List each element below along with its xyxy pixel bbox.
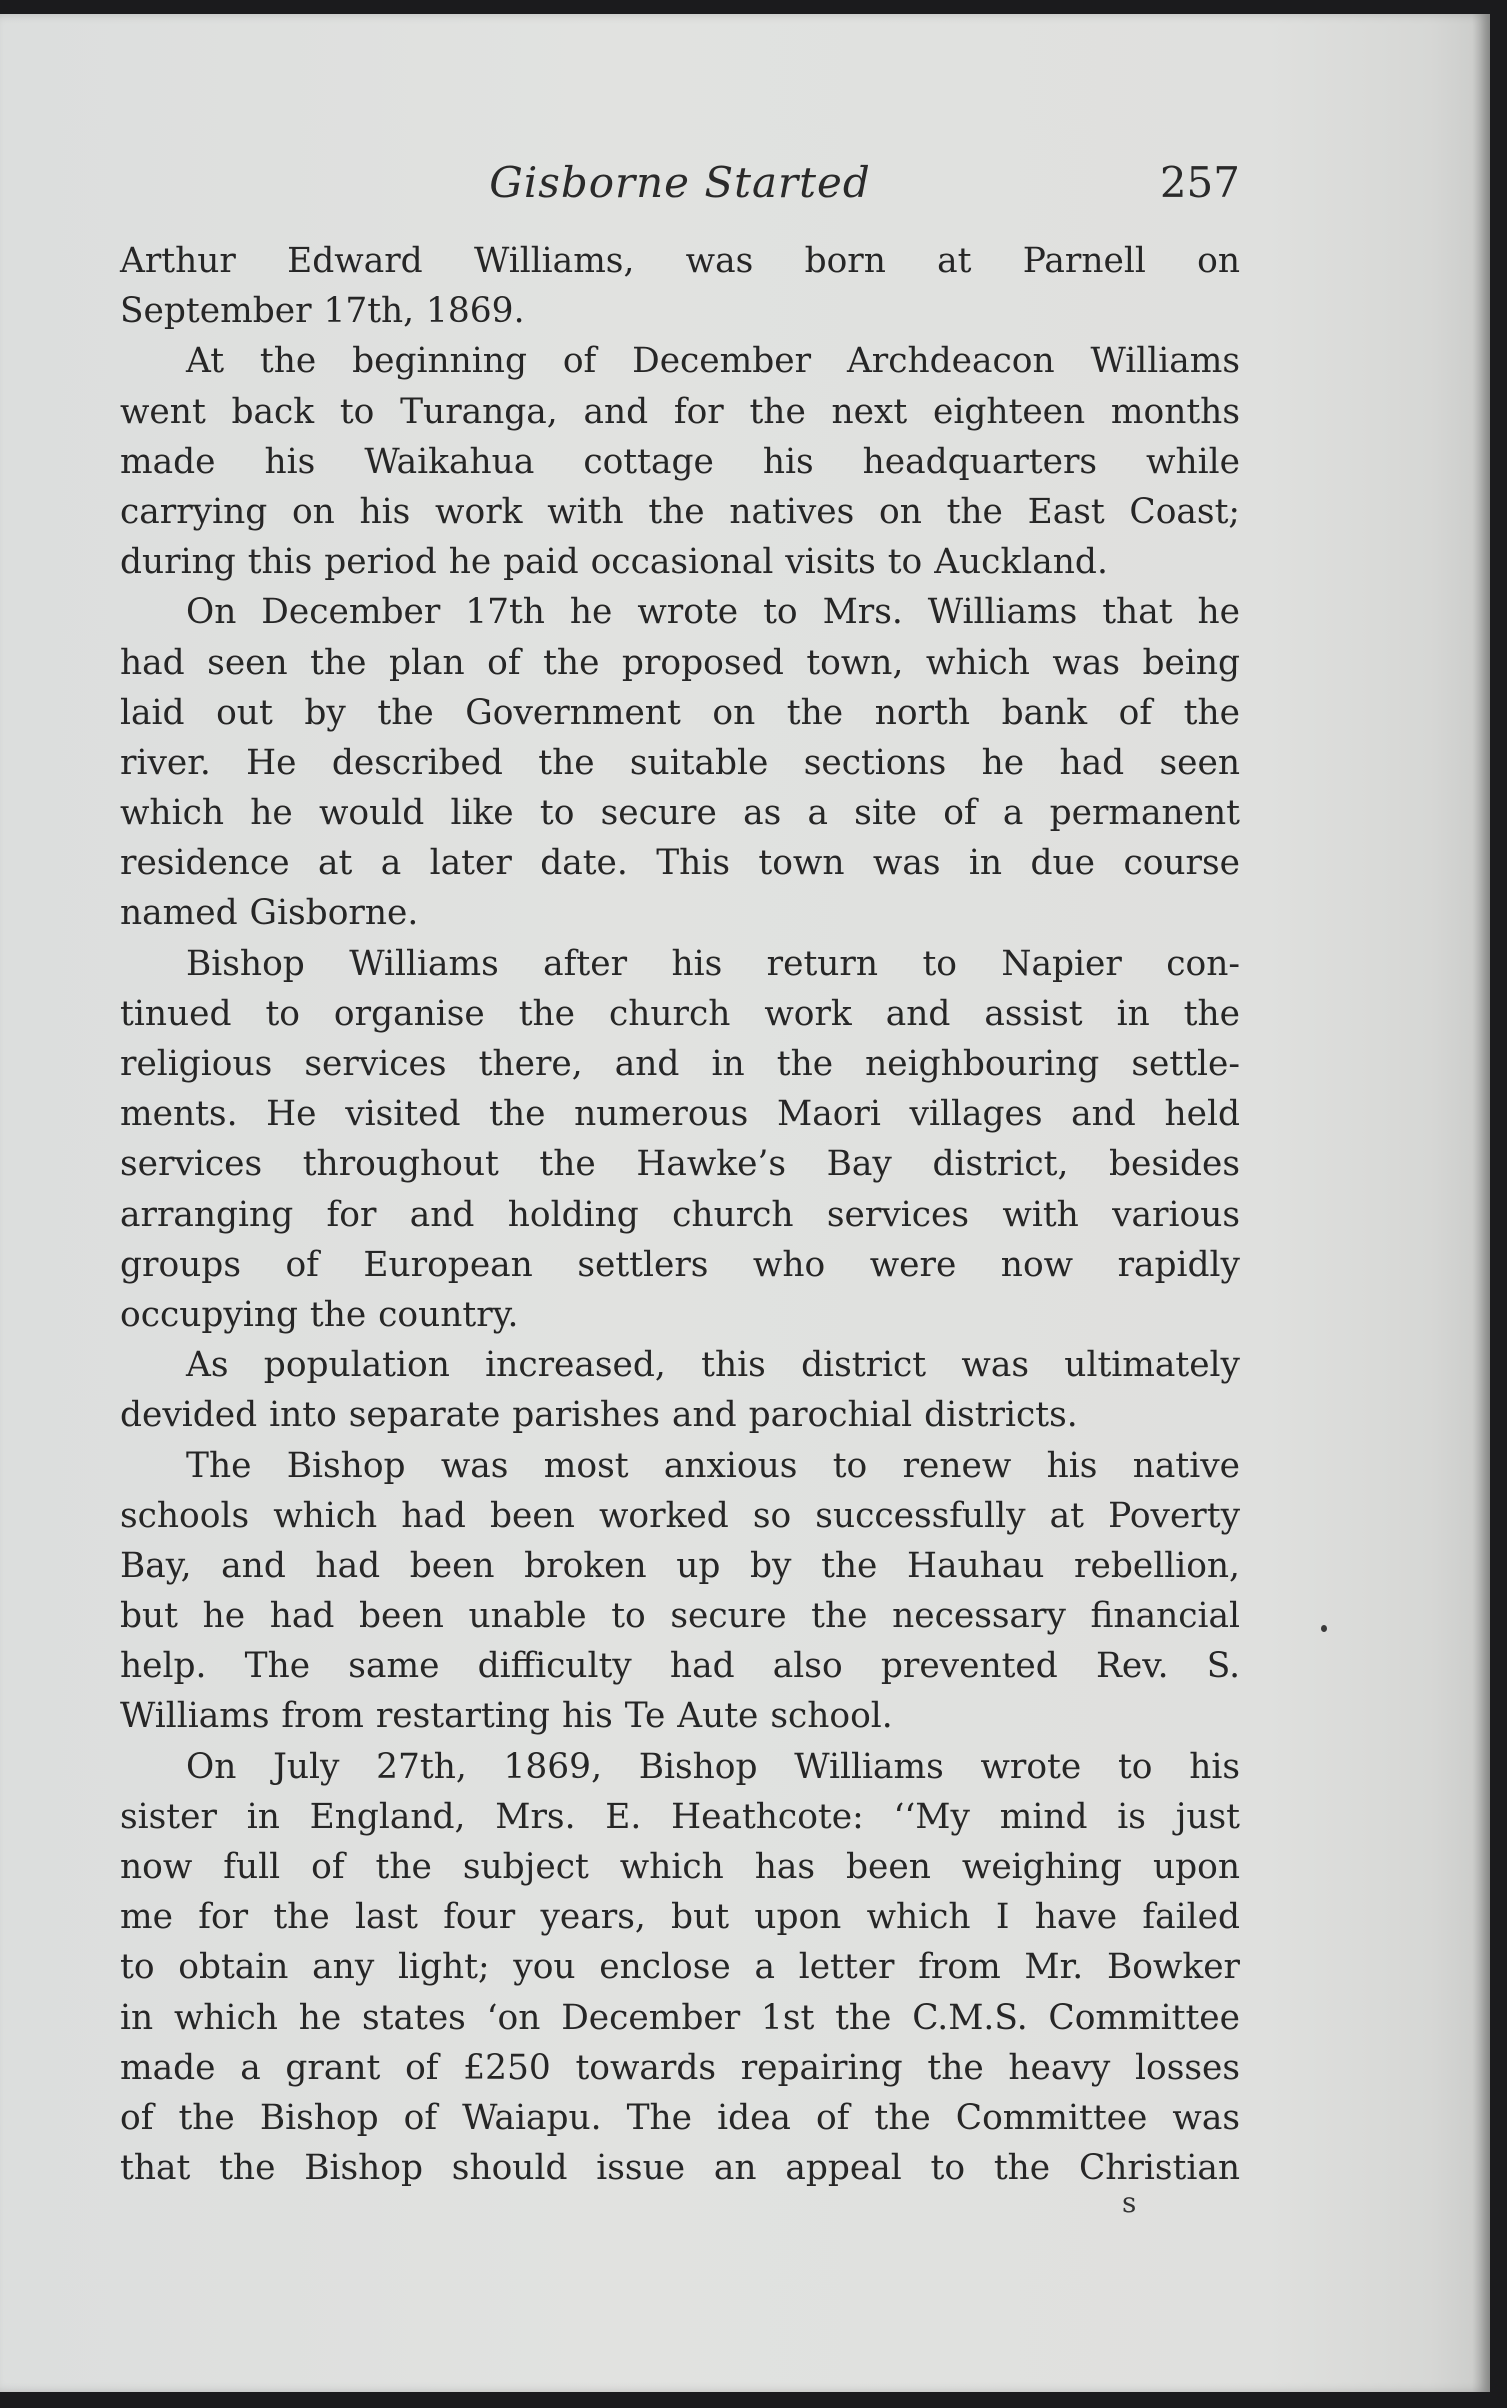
text-line: Bishop Williams after his return to Napier con- — [186, 943, 1240, 984]
text-line: of the Bishop of Waiapu. The idea of the Committee was — [120, 2097, 1240, 2138]
text-line: help. The same difficulty had also prevented Rev. S. — [120, 1646, 1240, 1687]
text-line: laid out by the Government on the north bank of the — [120, 692, 1240, 733]
text-line: religious services there, and in the neighbouring settle- — [120, 1044, 1240, 1084]
text-line: September 17th, 1869. — [120, 291, 525, 332]
text-line: river. He described the suitable sections he had seen — [120, 742, 1240, 783]
text-line: On July 27th, 1869, Bishop Williams wrote to his — [186, 1746, 1240, 1787]
text-line: now full of the subject which has been weighing upon — [120, 1847, 1240, 1887]
text-line: carrying on his work with the natives on the East Coast; — [120, 491, 1240, 532]
text-line: residence at a later date. This town was in due course — [120, 843, 1240, 884]
page-number: 257 — [1159, 158, 1240, 207]
text-line: occupying the country. — [120, 1294, 519, 1335]
text-line: had seen the plan of the proposed town, which was being — [120, 642, 1240, 683]
text-line: At the beginning of December Archdeacon Williams — [186, 341, 1240, 382]
text-line: went back to Turanga, and for the next eighteen months — [120, 391, 1240, 432]
text-line: ments. He visited the numerous Maori villages and held — [120, 1094, 1240, 1135]
text-line: which he would like to secure as a site of a permanent — [120, 793, 1240, 834]
text-line: As population increased, this district was ultimately — [186, 1345, 1240, 1386]
text-line: Bay, and had been broken up by the Hauhau rebellion, — [120, 1545, 1240, 1586]
text-line: tinued to organise the church work and assist in the — [120, 993, 1240, 1034]
running-head — [120, 150, 1240, 220]
text-line: made his Waikahua cottage his headquarters while — [120, 441, 1240, 482]
text-line: groups of European settlers who were now rapidly — [120, 1244, 1240, 1285]
text-line: that the Bishop should issue an appeal to the Christian — [120, 2148, 1240, 2189]
text-line: arranging for and holding church services with various — [120, 1194, 1240, 1235]
text-line: devided into separate parishes and parochial districts. — [120, 1395, 1078, 1436]
page-edge-shadow — [1472, 14, 1490, 2392]
text-line: sister in England, Mrs. E. Heathcote: ‘‘My mind is just — [120, 1796, 1240, 1837]
text-line: services throughout the Hawke’s Bay district, besides — [120, 1144, 1240, 1185]
text-line: to obtain any light; you enclose a letter from Mr. Bowker — [120, 1947, 1240, 1988]
text-line: Williams from restarting his Te Aute school. — [120, 1696, 893, 1737]
text-line: made a grant of £250 towards repairing the heavy losses — [120, 2047, 1240, 2088]
text-line: but he had been unable to secure the necessary financial — [120, 1596, 1240, 1637]
text-line: schools which had been worked so successfully at Poverty — [120, 1495, 1240, 1536]
signature-mark: s — [1122, 2186, 1137, 2219]
body-text — [120, 236, 1240, 2193]
text-line: named Gisborne. — [120, 893, 419, 934]
text-line: The Bishop was most anxious to renew his native — [186, 1445, 1240, 1486]
text-line: On December 17th he wrote to Mrs. Williams that he — [186, 592, 1240, 633]
text-line: in which he states ‘on December 1st the C.M.S. Committee — [120, 1997, 1240, 2038]
ink-speck — [1321, 1625, 1327, 1632]
running-title: Gisborne Started — [489, 158, 871, 207]
text-line: Arthur Edward Williams, was born at Parnell on — [120, 241, 1240, 281]
text-line: me for the last four years, but upon which I have failed — [120, 1897, 1240, 1938]
text-line: during this period he paid occasional visits to Auckland. — [120, 542, 1108, 583]
